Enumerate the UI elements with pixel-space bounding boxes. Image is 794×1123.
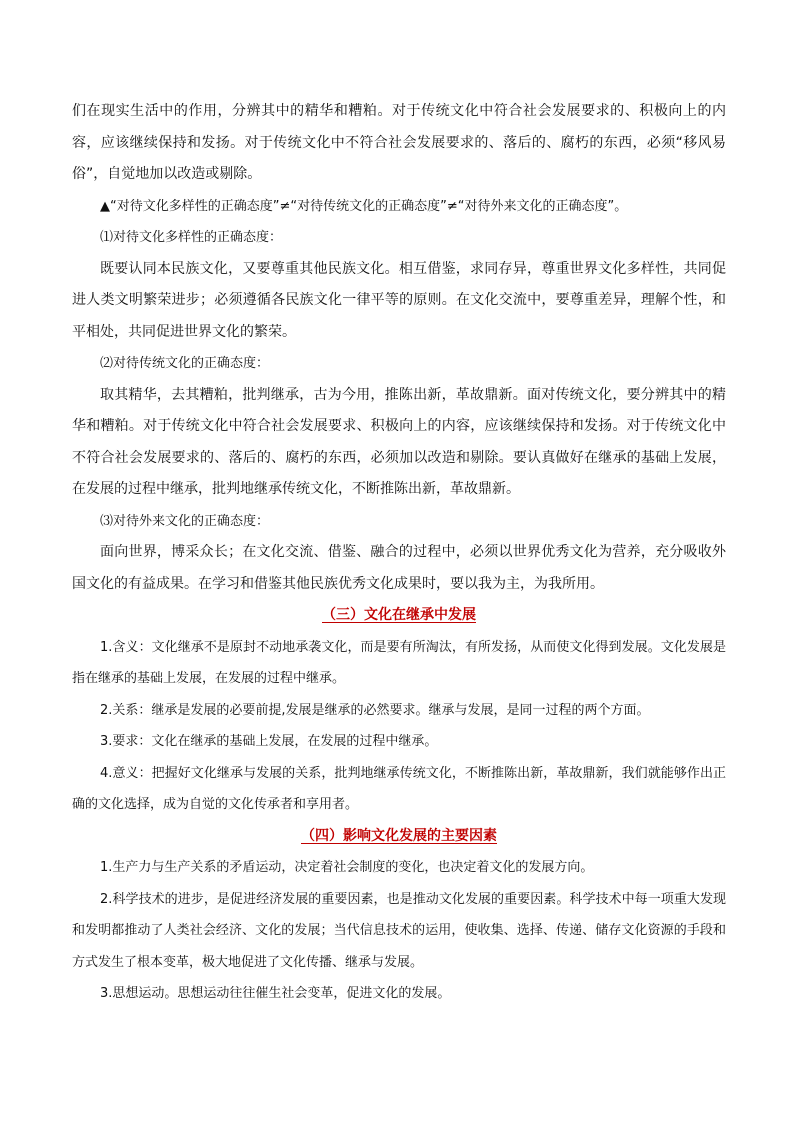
document-page <box>72 96 726 1010</box>
paragraph-relation: 2.关系：继承是发展的必要前提,发展是继承的必然要求。继承与发展，是同一过程的两个方面。 <box>100 702 650 718</box>
paragraph-diversity: 既要认同本民族文化，又要尊重其他民族文化。相互借鉴，求同存异，尊重世界文化多样性，共同促进人类文明繁荣进步；必须遵循各民族文化一律平等的原则。在文化交流中，要尊重差异，理解个性，和平相处，共同促进世界文化的繁荣。 <box>72 260 726 340</box>
paragraph-continuation: 们在现实生活中的作用，分辨其中的精华和糟粕。对于传统文化中符合社会发展要求的、积极向上的内容，应该继续保持和发扬。对于传统文化中不符合社会发展要求的、落后的、腐朽的东西，必须“移风易俗”，自觉地加以改造或剔除。 <box>72 103 726 182</box>
comparison-note: ▲“对待文化多样性的正确态度”≠“对待传统文化的正确态度”≠“对待外来文化的正确态度”。 <box>100 198 628 214</box>
subheading-traditional: ⑵对待传统文化的正确态度： <box>100 356 270 371</box>
section-heading-factors: （四）影响文化发展的主要因素 <box>301 827 497 844</box>
paragraph-factor-technology: 2.科学技术的进步，是促进经济发展的重要因素，也是推动文化发展的重要因素。科学技术中每一项重大发现和发明都推动了人类社会经济、文化的发展；当代信息技术的运用，使收集、选择、传递、储存文化资源的手段和方式发生了根本变革，极大地促进了文化传播、继承与发展。 <box>72 891 726 970</box>
paragraph-significance: 4.意义：把握好文化继承与发展的关系，批判地继承传统文化，不断推陈出新，革故鼎新，我们就能够作出正确的文化选择，成为自觉的文化传承者和享用者。 <box>72 765 726 812</box>
section-heading-inheritance: （三）文化在继承中发展 <box>322 607 476 623</box>
subheading-diversity: ⑴对待文化多样性的正确态度： <box>100 230 283 245</box>
paragraph-foreign: 面向世界，博采众长；在文化交流、借鉴、融合的过程中，必须以世界优秀文化为营养，充分吸收外国文化的有益成果。在学习和借鉴其他民族优秀文化成果时，要以我为主，为我所用。 <box>72 544 726 592</box>
paragraph-meaning: 1.含义：文化继承不是原封不动地承袭文化，而是要有所淘汰，有所发扬，从而使文化得到发展。文化发展是指在继承的基础上发展，在发展的过程中继承。 <box>72 639 726 686</box>
subheading-foreign: ⑶对待外来文化的正确态度： <box>100 513 270 529</box>
paragraph-factor-productivity: 1.生产力与生产关系的矛盾运动，决定着社会制度的变化，也决定着文化的发展方向。 <box>100 860 594 875</box>
paragraph-factor-ideology: 3.思想运动。思想运动往往催生社会变革，促进文化的发展。 <box>100 986 451 1001</box>
paragraph-traditional: 取其精华，去其糟粕，批判继承，古为今用，推陈出新，革故鼎新。面对传统文化，要分辨其中的精华和糟粕。对于传统文化中符合社会发展要求、积极向上的内容，应该继续保持和发扬。对于传统文化中不符合社会发展要求的、落后的、腐朽的东西，必须加以改造和剔除。要认真做好在继承的基础上发展，在发展的过程中继承，批判地继承传统文化，不断推陈出新，革故鼎新。 <box>72 386 726 497</box>
paragraph-requirement: 3.要求：文化在继承的基础上发展，在发展的过程中继承。 <box>100 734 438 749</box>
